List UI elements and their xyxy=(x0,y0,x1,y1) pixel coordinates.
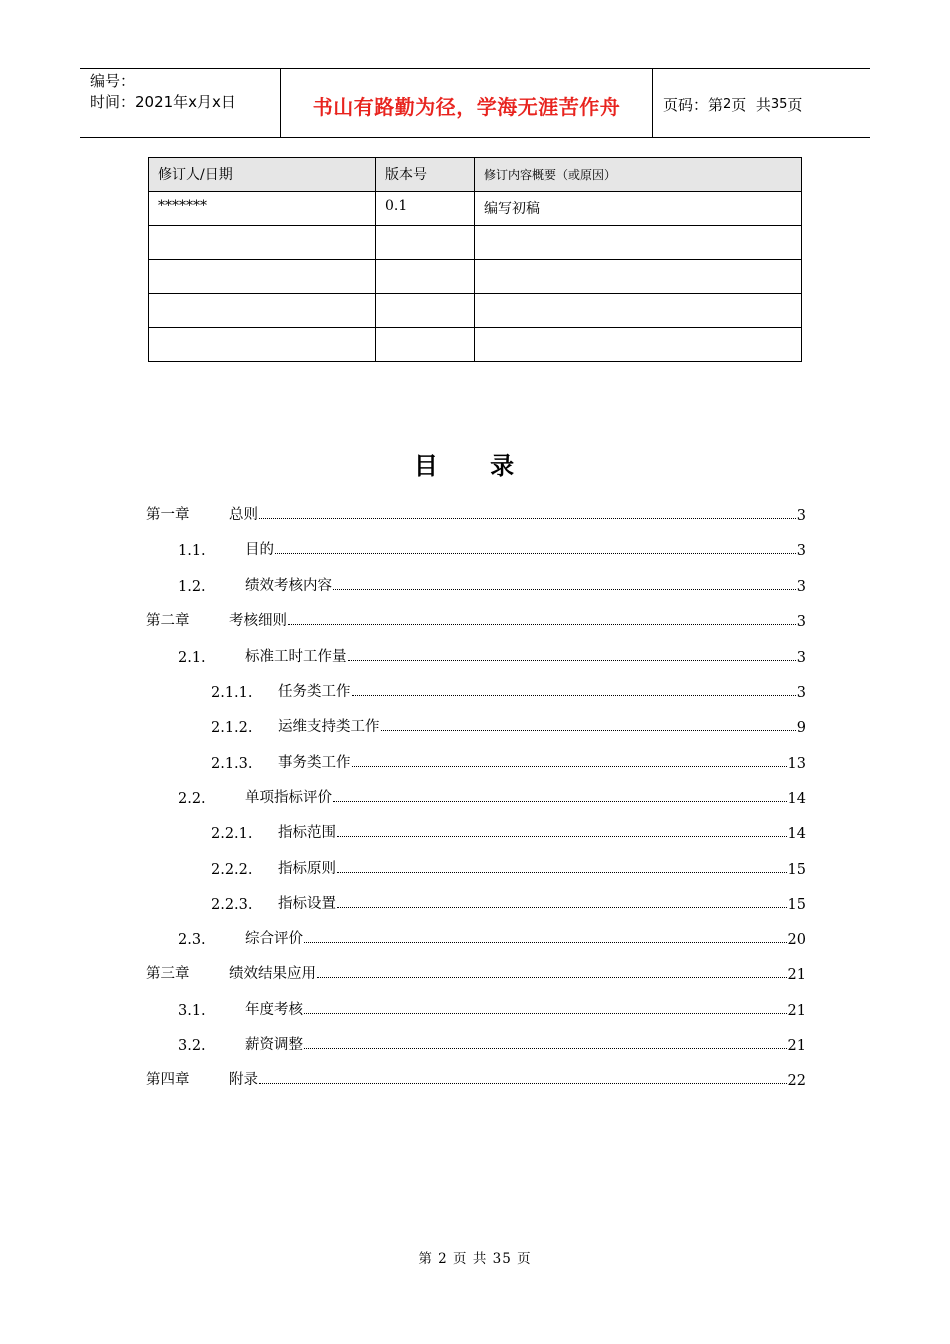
toc-leader-dots xyxy=(275,553,796,554)
toc-entry-page: 22 xyxy=(787,1073,806,1089)
toc-entry-number: 2.2.3. xyxy=(211,897,253,913)
table-cell xyxy=(475,294,802,328)
toc-entry[interactable] xyxy=(211,748,806,772)
toc-entry-label: 单项指标评价 xyxy=(245,790,332,806)
toc-entry-label: 绩效考核内容 xyxy=(245,578,332,594)
toc-entry-label: 综合评价 xyxy=(245,931,303,947)
toc-entry-label: 薪资调整 xyxy=(245,1037,303,1053)
page-mid: 页 共 xyxy=(731,95,771,114)
table-cell xyxy=(149,226,376,260)
table-cell: 0.1 xyxy=(376,192,475,226)
toc-entry-number: 2.3. xyxy=(178,932,206,948)
toc-entry-number: 3.2. xyxy=(178,1038,206,1054)
toc-entry-number: 2.1.2. xyxy=(211,720,253,736)
toc-leader-dots xyxy=(304,942,787,943)
toc-entry-label: 考核细则 xyxy=(229,613,287,629)
toc-leader-dots xyxy=(352,766,787,767)
toc-leader-dots xyxy=(288,624,796,625)
toc-entry-number: 1.1. xyxy=(178,543,206,559)
toc-entry-label: 目的 xyxy=(245,542,274,558)
toc-leader-dots xyxy=(304,1013,787,1014)
toc-entry[interactable] xyxy=(211,854,806,878)
toc-entry-number: 2.2.1. xyxy=(211,826,253,842)
revision-table-header xyxy=(149,158,802,192)
table-row xyxy=(149,226,802,260)
toc-entry-number: 第一章 xyxy=(146,507,190,523)
table-cell xyxy=(376,328,475,362)
toc-leader-dots xyxy=(317,977,787,978)
toc-entry-number: 第二章 xyxy=(146,613,190,629)
toc-leader-dots xyxy=(348,660,796,661)
table-cell xyxy=(376,226,475,260)
toc-leader-dots xyxy=(333,801,787,802)
toc-entry-number: 2.2.2. xyxy=(211,862,253,878)
toc-entry-number: 2.2. xyxy=(178,791,206,807)
toc-entry-page: 14 xyxy=(787,826,806,842)
table-row xyxy=(149,328,802,362)
toc-entry-page: 21 xyxy=(787,967,806,983)
toc-leader-dots xyxy=(337,836,787,837)
toc-leader-dots xyxy=(304,1048,787,1049)
document-number-label: 编号： xyxy=(90,72,136,90)
toc-leader-dots xyxy=(337,872,787,873)
toc-entry-page: 3 xyxy=(796,543,806,559)
header-cell-summary: 修订内容概要（或原因） xyxy=(475,158,802,192)
toc-entry[interactable] xyxy=(146,606,806,630)
toc-entry[interactable] xyxy=(211,818,806,842)
toc-entry[interactable] xyxy=(178,535,806,559)
toc-leader-dots xyxy=(333,589,796,590)
toc-entry[interactable] xyxy=(211,712,806,736)
table-cell xyxy=(376,260,475,294)
toc-entry[interactable] xyxy=(178,1030,806,1054)
revision-table xyxy=(148,157,802,362)
toc-entry-label: 绩效结果应用 xyxy=(229,966,316,982)
toc-entry-page: 15 xyxy=(787,897,806,913)
toc-entry-number: 第三章 xyxy=(146,966,190,982)
toc-entry-page: 15 xyxy=(787,862,806,878)
toc-entry-page: 3 xyxy=(796,685,806,701)
page-prefix: 页码：第 xyxy=(663,95,724,114)
toc-entry-number: 2.1.1. xyxy=(211,685,253,701)
toc-entry-page: 3 xyxy=(796,579,806,595)
toc-entry-page: 9 xyxy=(796,720,806,736)
document-time-label: 时间：2021年x月x日 xyxy=(90,93,236,111)
table-row xyxy=(149,294,802,328)
toc-entry-number: 2.1. xyxy=(178,650,206,666)
header-motto: 书山有路勤为径，学海无涯苦作舟 xyxy=(281,69,653,137)
toc-entry-label: 指标范围 xyxy=(278,825,336,841)
toc-entry-page: 14 xyxy=(787,791,806,807)
header-cell-version: 版本号 xyxy=(376,158,475,192)
toc-entry-label: 任务类工作 xyxy=(278,684,351,700)
toc-entry-page: 20 xyxy=(787,932,806,948)
toc-entry-label: 运维支持类工作 xyxy=(278,719,380,735)
toc-leader-dots xyxy=(259,518,796,519)
toc-entry[interactable] xyxy=(178,995,806,1019)
header-cell-reviser: 修订人/日期 xyxy=(149,158,376,192)
table-cell xyxy=(475,328,802,362)
toc-leader-dots xyxy=(381,730,796,731)
toc-entry[interactable] xyxy=(178,571,806,595)
table-cell: ******* xyxy=(149,192,376,226)
page-header xyxy=(80,68,870,138)
table-row xyxy=(149,260,802,294)
table-cell xyxy=(475,260,802,294)
toc-entry-label: 年度考核 xyxy=(245,1002,303,1018)
toc-leader-dots xyxy=(259,1083,787,1084)
toc-entry-page: 13 xyxy=(787,756,806,772)
toc-entry[interactable] xyxy=(146,500,806,524)
toc-title: 目 录 xyxy=(413,452,537,480)
table-cell xyxy=(149,328,376,362)
table-cell: 编写初稿 xyxy=(475,192,802,226)
toc-entry-label: 指标原则 xyxy=(278,861,336,877)
toc-entry-page: 21 xyxy=(787,1003,806,1019)
toc-entry-label: 附录 xyxy=(229,1072,258,1088)
header-page-info xyxy=(653,69,870,137)
toc-entry[interactable] xyxy=(178,924,806,948)
toc-entry[interactable] xyxy=(178,642,806,666)
toc-entry-page: 3 xyxy=(796,614,806,630)
page-suffix: 页 xyxy=(787,95,803,114)
table-cell xyxy=(149,260,376,294)
toc-entry-number: 第四章 xyxy=(146,1072,190,1088)
table-cell xyxy=(149,294,376,328)
toc-entry[interactable] xyxy=(211,889,806,913)
toc-entry-label: 总则 xyxy=(229,507,258,523)
toc-entry-label: 指标设置 xyxy=(278,896,336,912)
header-meta xyxy=(80,69,281,137)
toc-entry-number: 2.1.3. xyxy=(211,756,253,772)
toc-entry-label: 标准工时工作量 xyxy=(245,649,347,665)
toc-entry-number: 1.2. xyxy=(178,579,206,595)
page-footer: 第 2 页 共 35 页 xyxy=(418,1251,532,1267)
toc-entry[interactable] xyxy=(211,677,806,701)
table-row xyxy=(149,192,802,226)
toc-entry-page: 3 xyxy=(796,508,806,524)
toc-leader-dots xyxy=(352,695,796,696)
toc-leader-dots xyxy=(337,907,787,908)
toc-entry-page: 3 xyxy=(796,650,806,666)
table-cell xyxy=(376,294,475,328)
page-total: 35 xyxy=(770,96,788,112)
toc-entry-number: 3.1. xyxy=(178,1003,206,1019)
toc-entry-label: 事务类工作 xyxy=(278,755,351,771)
toc-entry[interactable] xyxy=(146,1065,806,1089)
toc-entry[interactable] xyxy=(146,959,806,983)
toc-entry[interactable] xyxy=(178,783,806,807)
toc-entry-page: 21 xyxy=(787,1038,806,1054)
table-cell xyxy=(475,226,802,260)
page-current: 2 xyxy=(723,96,732,112)
